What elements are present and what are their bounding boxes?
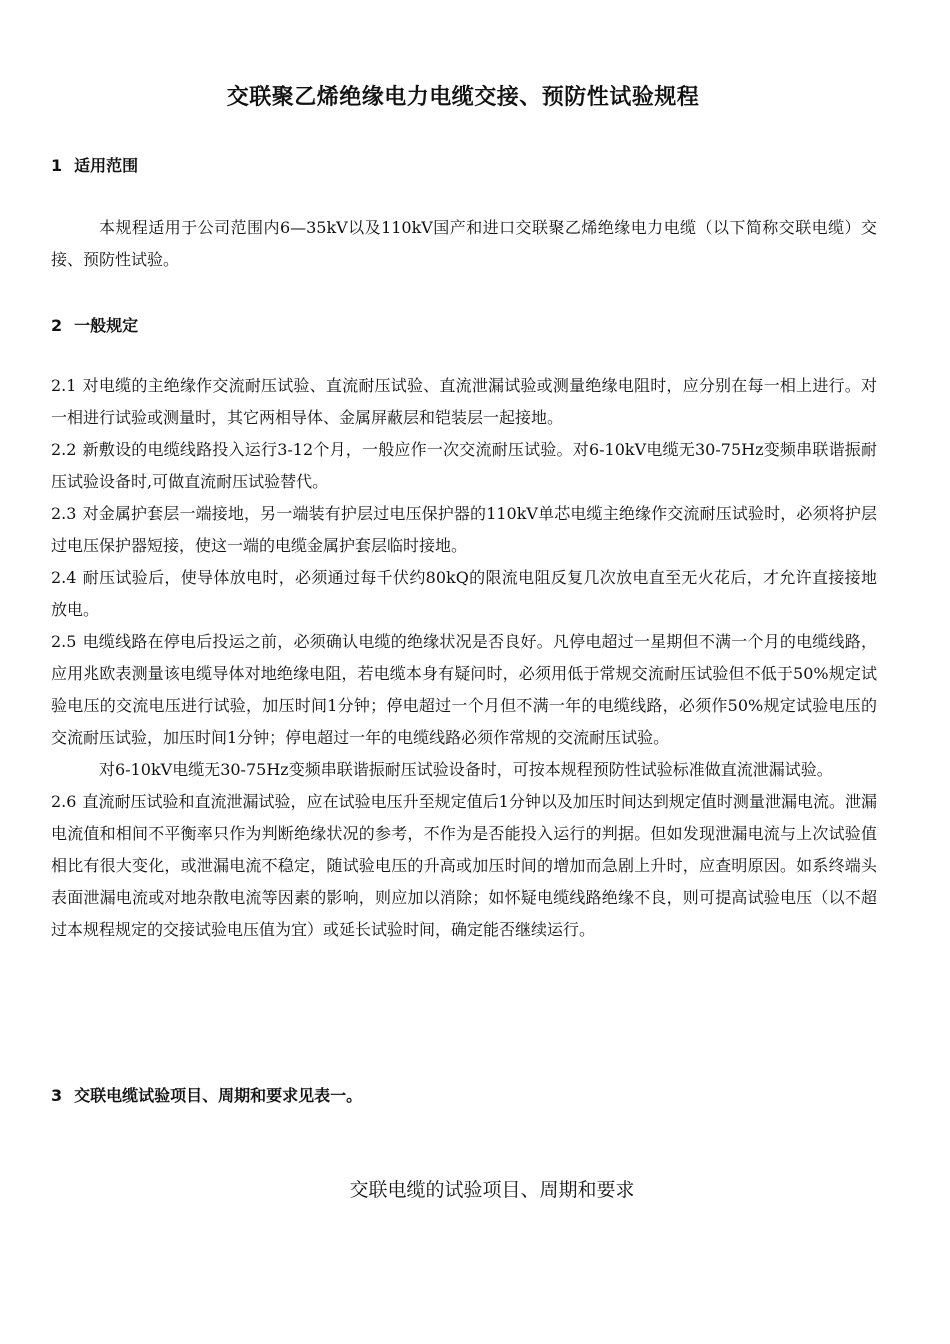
item-number: 2.4 — [51, 568, 77, 587]
section-3-heading — [51, 1083, 362, 1106]
item-text: 对金属护套层一端接地，另一端装有护层过电压保护器的110kV单芯电缆主绝缘作交流耐压试验时，必须将护层过电压保护器短接，使这一端的电缆金属护套层临时接地。 — [51, 504, 877, 555]
item-text: 耐压试验后，使导体放电时，必须通过每千伏约80kQ的限流电阻反复几次放电直至无火花后，才允许直接接地放电。 — [51, 568, 877, 619]
section-1-title: 适用范围 — [74, 156, 139, 175]
item-text: 电缆线路在停电后投运之前，必须确认电缆的绝缘状况是否良好。凡停电超过一星期但不满一个月的电缆线路，应用兆欧表测量该电缆导体对地绝缘电阻，若电缆本身有疑问时，必须用低于常规交流耐压试验但不低于50%规定试验电压的交流电压进行试验，加压时间1分钟；停电超过一个月但不满一年的电缆线路，必须作50%规定试验电压的交流耐压试验，加压时间1分钟；停电超过一年的电缆线路必须作常规的交流耐压试验。 — [51, 632, 877, 747]
item-number: 2.6 — [51, 792, 77, 811]
item-number: 2.2 — [51, 440, 77, 459]
table-caption: 交联电缆的试验项目、周期和要求 — [349, 1179, 635, 1201]
list-item-2-5-continuation: 对6-10kV电缆无30-75Hz变频串联谐振耐压试验设备时，可按本规程预防性试验标准做直流泄漏试验。 — [99, 760, 833, 779]
section-2-items — [51, 370, 877, 946]
list-item-2-4 — [51, 562, 877, 626]
item-text: 对电缆的主绝缘作交流耐压试验、直流耐压试验、直流泄漏试验或测量绝缘电阻时，应分别在每一相上进行。对一相进行试验或测量时，其它两相导体、金属屏蔽层和铠装层一起接地。 — [51, 376, 877, 427]
item-text: 新敷设的电缆线路投入运行3-12个月，一般应作一次交流耐压试验。对6-10kV电缆无30-75Hz变频串联谐振耐压试验设备时,可做直流耐压试验替代。 — [51, 440, 877, 491]
item-number: 2.5 — [51, 632, 77, 651]
item-text: 直流耐压试验和直流泄漏试验，应在试验电压升至规定值后1分钟以及加压时间达到规定值时测量泄漏电流。泄漏电流值和相间不平衡率只作为判断绝缘状况的参考，不作为是否能投入运行的判据。但如发现泄漏电流与上次试验值相比有很大变化，或泄漏电流不稳定，随试验电压的升高或加压时间的增加而急剧上升时，应查明原因。如系终端头表面泄漏电流或对地杂散电流等因素的影响，则应加以消除；如怀疑电缆线路绝缘不良，则可提高试验电压（以不超过本规程规定的交接试验电压值为宜）或延长试验时间，确定能否继续运行。 — [51, 792, 877, 939]
section-1-paragraph: 本规程适用于公司范围内6—35kV以及110kV国产和进口交联聚乙烯绝缘电力电缆（以下简称交联电缆）交接、预防性试验。 — [51, 218, 877, 269]
section-2-number: 2 — [51, 316, 63, 335]
list-item-2-2 — [51, 434, 877, 498]
section-2-heading — [51, 313, 138, 336]
section-3-number: 3 — [51, 1086, 63, 1105]
section-3-title: 交联电缆试验项目、周期和要求见表一。 — [74, 1086, 363, 1105]
list-item-2-3 — [51, 498, 877, 562]
document-title: 交联聚乙烯绝缘电力电缆交接、预防性试验规程 — [226, 85, 700, 110]
item-number: 2.1 — [51, 376, 77, 395]
section-1-heading — [51, 153, 138, 176]
section-2-title: 一般规定 — [74, 316, 139, 335]
item-number: 2.3 — [51, 504, 77, 523]
list-item-2-6 — [51, 786, 877, 946]
section-1-number: 1 — [51, 156, 63, 175]
list-item-2-1 — [51, 370, 877, 434]
list-item-2-5 — [51, 626, 877, 754]
